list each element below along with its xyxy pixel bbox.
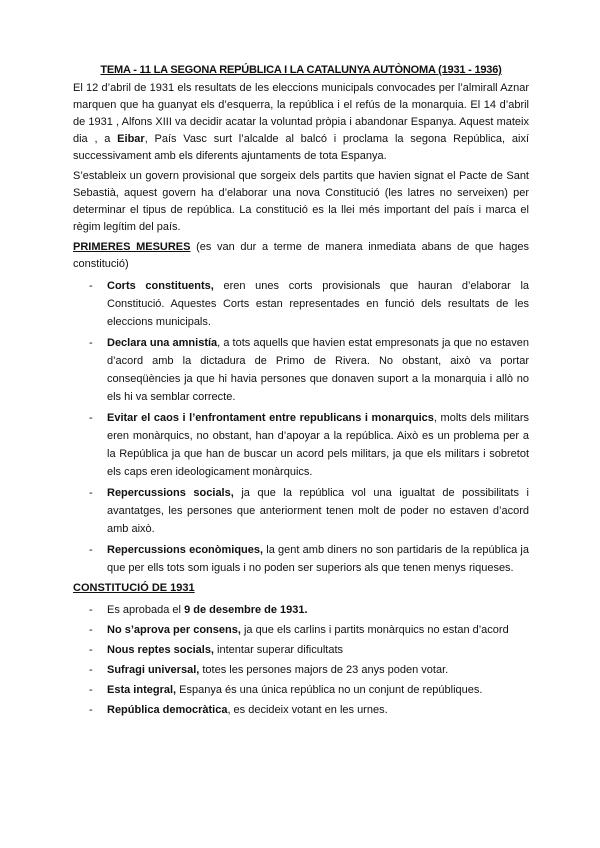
mesures-note: (es van dur a terme de manera inmediata abans de que hages constitució) (73, 241, 529, 270)
list-item-text: eren unes corts provisionals que hauran d’elaborar la Constitució. Aquestes Corts estan representades en funció dels resultats de les eleccions municipals. (107, 280, 530, 328)
section-heading-constitucio: CONSTITUCIÓ DE 1931 (73, 582, 195, 594)
intro-paragraph-1 (73, 80, 529, 165)
list-item-text: , molts dels militars eren monàrquics, no obstant, han d’apoyar a la república. Això es un problema per a la República ja que han de buscar un acord pels militars, ja que els militars i sobretot els caps eren ideologicament monàrquics. (107, 412, 529, 478)
list-item (73, 409, 529, 481)
document-body (73, 62, 529, 722)
list-item-text: la gent amb diners no son partidaris de la república ja que per ells tots som iguals i no poden ser superiors als que tenen menys riqueses. (107, 544, 529, 574)
list-item-title: Nous reptes socials, (107, 644, 214, 656)
list-item-pretext: Es aprobada el (107, 604, 185, 616)
list-item-text: , es decideix votant en les urnes. (227, 704, 388, 716)
list-item-title: Corts constituents, (107, 280, 214, 292)
list-item (73, 681, 529, 699)
list-item-title: Declara una amnistía (107, 337, 218, 349)
list-item-title: 9 de desembre de 1931. (184, 604, 308, 616)
list-item-title: Repercussions socials, (107, 487, 234, 499)
list-item-text: Espanya és una única república no un conjunt de repúbliques. (176, 684, 483, 696)
intro-bold-eibar: Eibar (117, 133, 145, 145)
list-item (73, 484, 529, 538)
list-item (73, 541, 529, 577)
page-title: TEMA - 11 LA SEGONA REPÚBLICA I LA CATALUNYA AUTÒNOMA (1931 - 1936) (100, 64, 502, 76)
list-item-title: Repercussions econòmiques, (107, 544, 264, 556)
list-item-text: ja que els carlins i partits monàrquics no estan d’acord (240, 624, 509, 636)
list-item (73, 277, 529, 331)
list-item-title: No s’aprova per consens, (107, 624, 241, 636)
list-item-title: Evitar el caos i l’enfrontament entre republicans i monarquics (107, 412, 434, 424)
intro-text-a: El 12 d’abril de 1931 els resultats de les eleccions municipals convocades per l’almirall Aznar marquen que ha guanyat els d’esquerra, la república i el refús de la monarquia. El 14 d’abril de 1931 , Alfons XIII va decidir acatar la voluntad pròpia i abandonar Espanya. Aquest mateix dia , a (73, 82, 529, 145)
constitucio-intro (73, 580, 529, 597)
list-item (73, 601, 529, 619)
constitucio-list (73, 601, 529, 719)
mesures-list (73, 277, 529, 577)
list-item-text: intentar superar dificultats (214, 644, 344, 656)
section-heading-mesures: PRIMERES MESURES (73, 241, 191, 253)
list-item-text: , a tots aquells que havien estat empresonats ja que no estaven d’acord amb la dictadura de Primo de Rivera. No obstant, això va portar conseqüències ja que hi havia persones que donaven suport a la monarquia i allò no els hi va semblar correcte. (107, 337, 529, 403)
list-item-text: totes les persones majors de 23 anys poden votar. (199, 664, 449, 676)
list-item (73, 661, 529, 679)
mesures-intro (73, 239, 529, 273)
list-item (73, 701, 529, 719)
intro-paragraph-2: S’estableix un govern provisional que sorgeix dels partits que havien signat el Pacte de Sant Sebastià, aquest govern ha d’elaborar una nova Constitució (les latres no serveixen) per determinar el tipus de república. La constitució es la llei més important del país i marca el règim legítim del país. (73, 170, 529, 233)
intro-text-b: , País Vasc surt l’alcalde al balcó i proclama la segona República, així successivament amb els diferents ajuntaments de tota Espanya. (73, 133, 529, 162)
list-item-title: Esta integral, (107, 684, 177, 696)
list-item-text: ja que la república vol una igualtat de possibilitats i avantatges, les persones que anteriorment tenen molt de poder no estaven d’acord amb això. (107, 487, 529, 535)
list-item (73, 621, 529, 639)
list-item-title: Sufragi universal, (107, 664, 200, 676)
list-item (73, 334, 529, 406)
list-item (73, 641, 529, 659)
list-item-title: República democràtica (107, 704, 228, 716)
